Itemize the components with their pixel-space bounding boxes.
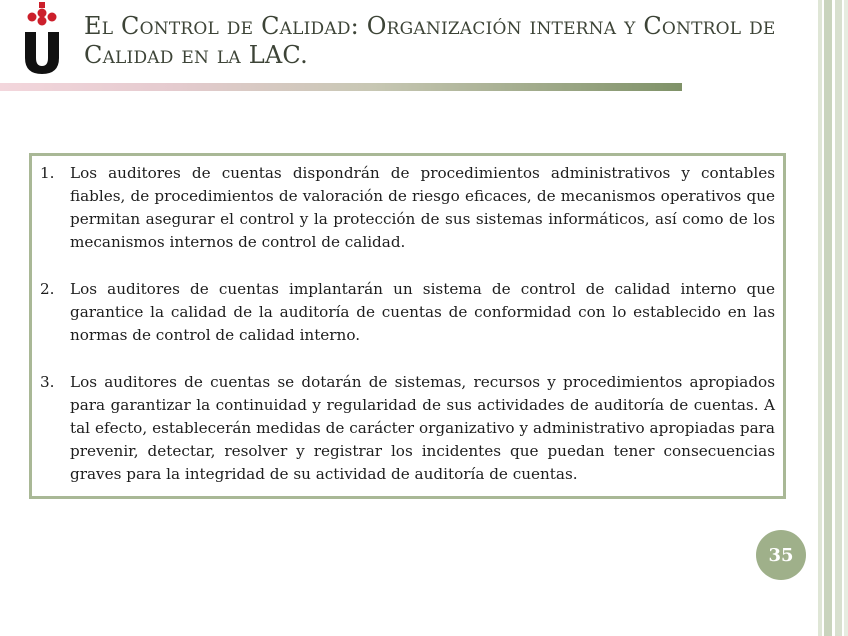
side-bar [844,0,848,636]
list-item-text: Los auditores de cuentas se dotarán de sistemas, recursos y procedimientos apropiados para garantizar la continuidad y regularidad de sus actividades de auditoría de cuentas. A tal efecto, establecerán medidas de carácter organizativo y administrativo apropiadas para prevenir, detectar, resolver y registrar los incidentes que puedan tener consecuencias graves para la integridad de su actividad de auditoría de cuentas. [70,373,775,483]
side-bar [818,0,822,636]
list-item [40,278,775,347]
decorative-side-bars [812,0,848,636]
page-number-badge: 35 [756,530,806,580]
list-item [40,371,775,486]
slide-title: El Control de Calidad: Organización interna y Control de Calidad en la LAC. [84,12,776,69]
content-box [29,153,786,499]
list-item-text: Los auditores de cuentas dispondrán de procedimientos administrativos y contables fiables, de procedimientos de valoración de riesgo eficaces, de mecanismos operativos que permitan asegurar el control y la protección de sus sistemas informáticos, así como de los mecanismos internos de control de calidad. [70,164,775,251]
list-item-number: 1. [40,164,55,182]
list-item [40,162,775,254]
list-item-text: Los auditores de cuentas implantarán un sistema de control de calidad interno que garantice la calidad de la auditoría de cuentas de conformidad con lo establecido en las normas de control de calidad interno. [70,280,775,344]
side-bar [824,0,832,636]
ucm-university-logo-icon [22,2,62,76]
list-item-number: 3. [40,373,55,391]
side-bar [835,0,842,636]
list-item-number: 2. [40,280,55,298]
title-divider [0,83,682,91]
